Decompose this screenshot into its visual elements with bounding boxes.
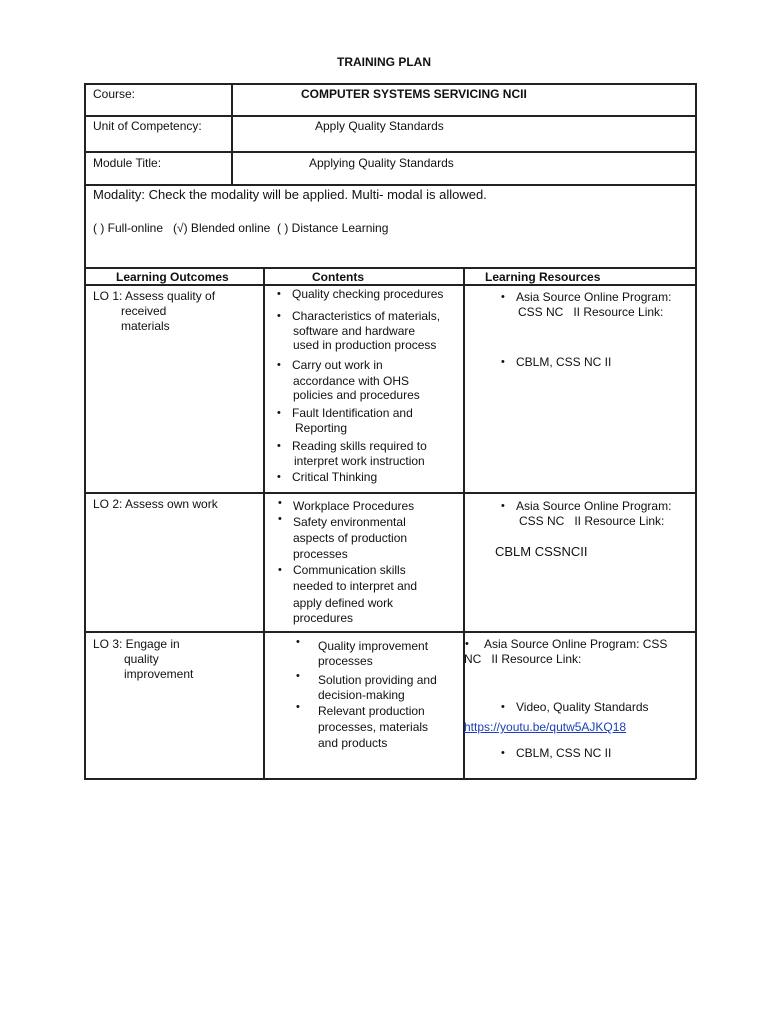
list-item-text: Workplace Procedures	[293, 499, 415, 513]
list-item-text: NC II Resource Link:	[464, 652, 582, 666]
list-item-text: used in production process	[293, 338, 437, 352]
bullet-icon: •	[296, 636, 300, 648]
outcome-text: LO 3: Engage in	[93, 637, 180, 651]
list-item-text: processes, materials	[318, 720, 429, 734]
column-header-resources: Learning Resources	[485, 270, 601, 284]
list-item-text: decision-making	[318, 688, 405, 702]
bullet-icon: •	[277, 440, 281, 452]
list-item-text: interpret work instruction	[294, 454, 425, 468]
list-item-text: CBLM, CSS NC II	[516, 746, 612, 760]
list-item-text: Solution providing and	[318, 673, 437, 687]
list-item-text: Video, Quality Standards	[516, 700, 649, 714]
list-item	[501, 700, 649, 715]
outcome-text: quality	[124, 652, 159, 666]
outcome-text: improvement	[124, 667, 194, 681]
bullet-icon: •	[278, 513, 282, 525]
bullet-icon: •	[277, 359, 281, 371]
list-item	[277, 470, 378, 485]
bullet-icon: •	[296, 701, 300, 713]
unit-value: Apply Quality Standards	[315, 119, 444, 133]
outcome-text: LO 2: Assess own work	[93, 497, 218, 511]
list-item-text: Asia Source Online Program:	[516, 290, 672, 304]
column-divider	[263, 267, 265, 779]
list-item-text: Reporting	[295, 421, 348, 435]
list-item	[277, 406, 413, 421]
row-divider	[84, 184, 696, 186]
row-divider	[84, 115, 696, 117]
list-item	[278, 513, 406, 530]
list-item-text: Safety environmental	[293, 515, 406, 529]
list-item	[501, 499, 672, 514]
bullet-icon: •	[501, 356, 505, 368]
table-border-right	[695, 83, 697, 779]
column-divider	[463, 267, 465, 779]
list-item	[278, 497, 415, 514]
module-label: Module Title:	[93, 156, 162, 170]
list-item	[277, 309, 441, 324]
row-divider	[84, 492, 696, 494]
list-item-text: Communication skills	[293, 563, 406, 577]
list-item-text: Fault Identification and	[292, 406, 413, 420]
list-item-text: processes	[318, 654, 373, 668]
outcome-text: LO 1: Assess quality of	[93, 289, 216, 303]
list-item	[277, 287, 444, 302]
bullet-icon: •	[501, 747, 505, 759]
list-item	[296, 701, 425, 719]
bullet-icon: •	[277, 288, 281, 300]
list-item-text: Relevant production	[318, 704, 425, 718]
modality-instruction: Modality: Check the modality will be applied. Multi- modal is allowed.	[93, 187, 487, 202]
list-item-text: accordance with OHS	[293, 374, 410, 388]
module-value: Applying Quality Standards	[309, 156, 454, 170]
unit-label: Unit of Competency:	[93, 119, 202, 133]
bullet-icon: •	[277, 310, 281, 322]
row-divider	[84, 267, 696, 269]
course-value: COMPUTER SYSTEMS SERVICING NCII	[301, 87, 527, 101]
list-item-text: Quality checking procedures	[292, 287, 444, 301]
list-item	[465, 637, 668, 652]
table-border-bottom	[84, 778, 696, 780]
course-label: Course:	[93, 87, 136, 101]
list-item	[501, 746, 612, 761]
list-item	[296, 670, 437, 688]
list-item-text: software and hardware	[293, 324, 416, 338]
list-item	[296, 636, 429, 654]
bullet-icon: •	[501, 701, 505, 713]
list-item	[501, 290, 672, 305]
table-border-top	[84, 83, 696, 85]
bullet-icon: •	[501, 291, 505, 303]
table-border-left	[84, 83, 86, 779]
document-title: TRAINING PLAN	[337, 55, 431, 69]
list-item	[501, 355, 612, 370]
list-item	[277, 358, 383, 373]
bullet-icon: •	[296, 670, 300, 682]
list-item-text: apply defined work	[293, 596, 394, 610]
list-item-text: policies and procedures	[293, 388, 420, 402]
resource-text: CBLM CSSNCII	[495, 544, 588, 559]
list-item-text: CSS NC II Resource Link:	[519, 514, 665, 528]
list-item-text: Characteristics of materials,	[292, 309, 441, 323]
label-column-divider	[231, 83, 233, 185]
bullet-icon: •	[278, 497, 282, 509]
bullet-icon: •	[277, 407, 281, 419]
list-item-text: Critical Thinking	[292, 470, 378, 484]
outcome-text: materials	[121, 319, 170, 333]
row-divider	[84, 631, 696, 633]
list-item-text: CBLM, CSS NC II	[516, 355, 612, 369]
list-item-text: CSS NC II Resource Link:	[518, 305, 664, 319]
list-item	[278, 563, 406, 578]
outcome-text: received	[121, 304, 167, 318]
bullet-icon: •	[278, 564, 282, 576]
list-item-text: and products	[318, 736, 388, 750]
list-item-text: Asia Source Online Program: CSS	[484, 637, 668, 651]
list-item-text: Reading skills required to	[292, 439, 427, 453]
bullet-icon: •	[465, 638, 469, 650]
row-divider	[84, 151, 696, 153]
bullet-icon: •	[277, 471, 281, 483]
list-item-text: Asia Source Online Program:	[516, 499, 672, 513]
column-header-contents: Contents	[312, 270, 364, 284]
list-item-text: Quality improvement	[318, 639, 429, 653]
list-item-text: procedures	[293, 611, 354, 625]
list-item-text: needed to interpret and	[293, 579, 418, 593]
list-item	[277, 439, 427, 454]
modality-options: ( ) Full-online (√) Blended online ( ) Distance Learning	[93, 221, 389, 235]
video-link[interactable]: https://youtu.be/qutw5AJKQ18	[464, 720, 627, 734]
list-item-text: processes	[293, 547, 348, 561]
bullet-icon: •	[501, 500, 505, 512]
column-header-outcomes: Learning Outcomes	[116, 270, 229, 284]
list-item-text: Carry out work in	[292, 358, 383, 372]
list-item-text: aspects of production	[293, 531, 408, 545]
